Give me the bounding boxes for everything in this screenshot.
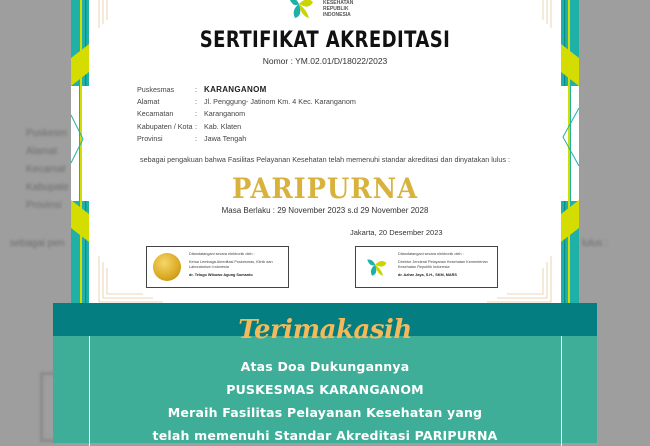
signer-position: Direktur Jenderal Pelayanan Kesehatan Kementerian Kesehatan Republik Indonesia — [398, 260, 488, 269]
field-label: Puskesmas — [137, 84, 175, 94]
logo-text-line: KESEHATAN — [323, 0, 354, 6]
banner-line: Meraih Fasilitas Pelayanan Kesehatan yang — [167, 405, 483, 420]
field-separator: : — [195, 134, 197, 144]
accreditation-statement: sebagai pengakuan bahwa Fasilitas Pelayanan Kesehatan telah memenuhi standar akreditasi dan dinyatakan lulus : — [139, 155, 510, 164]
gold-seal-icon — [153, 253, 181, 281]
place-date: Jakarta, 20 Desember 2023 — [350, 228, 443, 237]
info-row-kabupaten — [137, 120, 356, 132]
field-value: KARANGANOM — [204, 84, 267, 94]
field-separator: : — [195, 109, 197, 119]
certificate-number: Nomor : YM.02.01/D/18022/2023 — [262, 56, 388, 66]
field-value: Jl. Penggung- Jatinom Km. 4 Kec. Karanganom — [204, 97, 356, 107]
bg-label: Kecamat — [26, 164, 66, 175]
field-separator: : — [195, 121, 197, 131]
logo-text-line: INDONESIA — [323, 12, 351, 18]
certificate — [71, 0, 579, 305]
right-border-stripes — [561, 0, 579, 305]
signed-by-label: Ditandatangani secara elektronik oleh : — [189, 252, 255, 256]
signer-name: dr. Azhar Jaya, S.H., SKM, MARS — [398, 273, 457, 277]
signer-position: Ketua Lembaga Akreditasi Puskesmas, Klinik dan Laboratorium Indonesia — [189, 260, 273, 269]
info-row-kecamatan — [137, 108, 356, 120]
banner-line: telah memenuhi Standar Akreditasi PARIPURNA — [152, 428, 498, 443]
info-row-puskesmas — [137, 83, 356, 95]
signature-text — [398, 252, 496, 278]
logo-text — [323, 0, 353, 18]
validity-period: Masa Berlaku : 29 November 2023 s.d 29 November 2028 — [221, 206, 429, 215]
field-separator: : — [195, 84, 197, 94]
field-value: Jawa Tengah — [204, 134, 247, 144]
field-value: Karanganom — [204, 109, 246, 119]
banner-line: Atas Doa Dukungannya — [240, 359, 410, 374]
bg-label: Provinsi — [26, 200, 62, 211]
banner-heading: Terimakasih — [238, 315, 412, 345]
bg-label: Puskesm — [26, 128, 68, 139]
bg-statement: sebagai pen — [10, 238, 65, 249]
signature-box-kemenkes — [355, 246, 498, 288]
signature-box-lafkpi — [146, 246, 289, 288]
corner-lines-top-right — [489, 0, 559, 30]
field-label: Kecamatan — [137, 109, 174, 119]
left-border-stripes — [71, 0, 89, 305]
info-row-alamat — [137, 95, 356, 107]
field-label: Kabupaten / Kota — [137, 121, 193, 131]
certificate-title: SERTIFIKAT AKREDITASI — [199, 28, 451, 53]
signed-by-label: Ditandatangani secara elektronik oleh : — [398, 252, 464, 256]
kemenkes-logo-icon — [285, 0, 315, 20]
kemenkes-logo-icon — [364, 255, 388, 279]
bg-label: Kabupate — [26, 182, 69, 193]
field-label: Provinsi — [137, 134, 163, 144]
logo-text-line: REPUBLIK — [323, 6, 349, 12]
field-label: Alamat — [137, 97, 160, 107]
thank-you-banner — [53, 303, 597, 443]
banner-line: PUSKESMAS KARANGANOM — [226, 382, 424, 397]
bg-right-text: lulus : — [582, 238, 609, 249]
info-row-provinsi — [137, 133, 356, 145]
facility-info — [137, 83, 356, 145]
corner-lines-top-left — [91, 0, 161, 30]
accreditation-level: PARIPURNA — [231, 172, 418, 205]
signer-name: dr. Telogo Wibowo Agung Sumanto — [189, 273, 253, 277]
field-separator: : — [195, 97, 197, 107]
signature-text — [189, 252, 287, 278]
field-value: Kab. Klaten — [204, 121, 242, 131]
bg-label: Alamat — [26, 146, 58, 157]
